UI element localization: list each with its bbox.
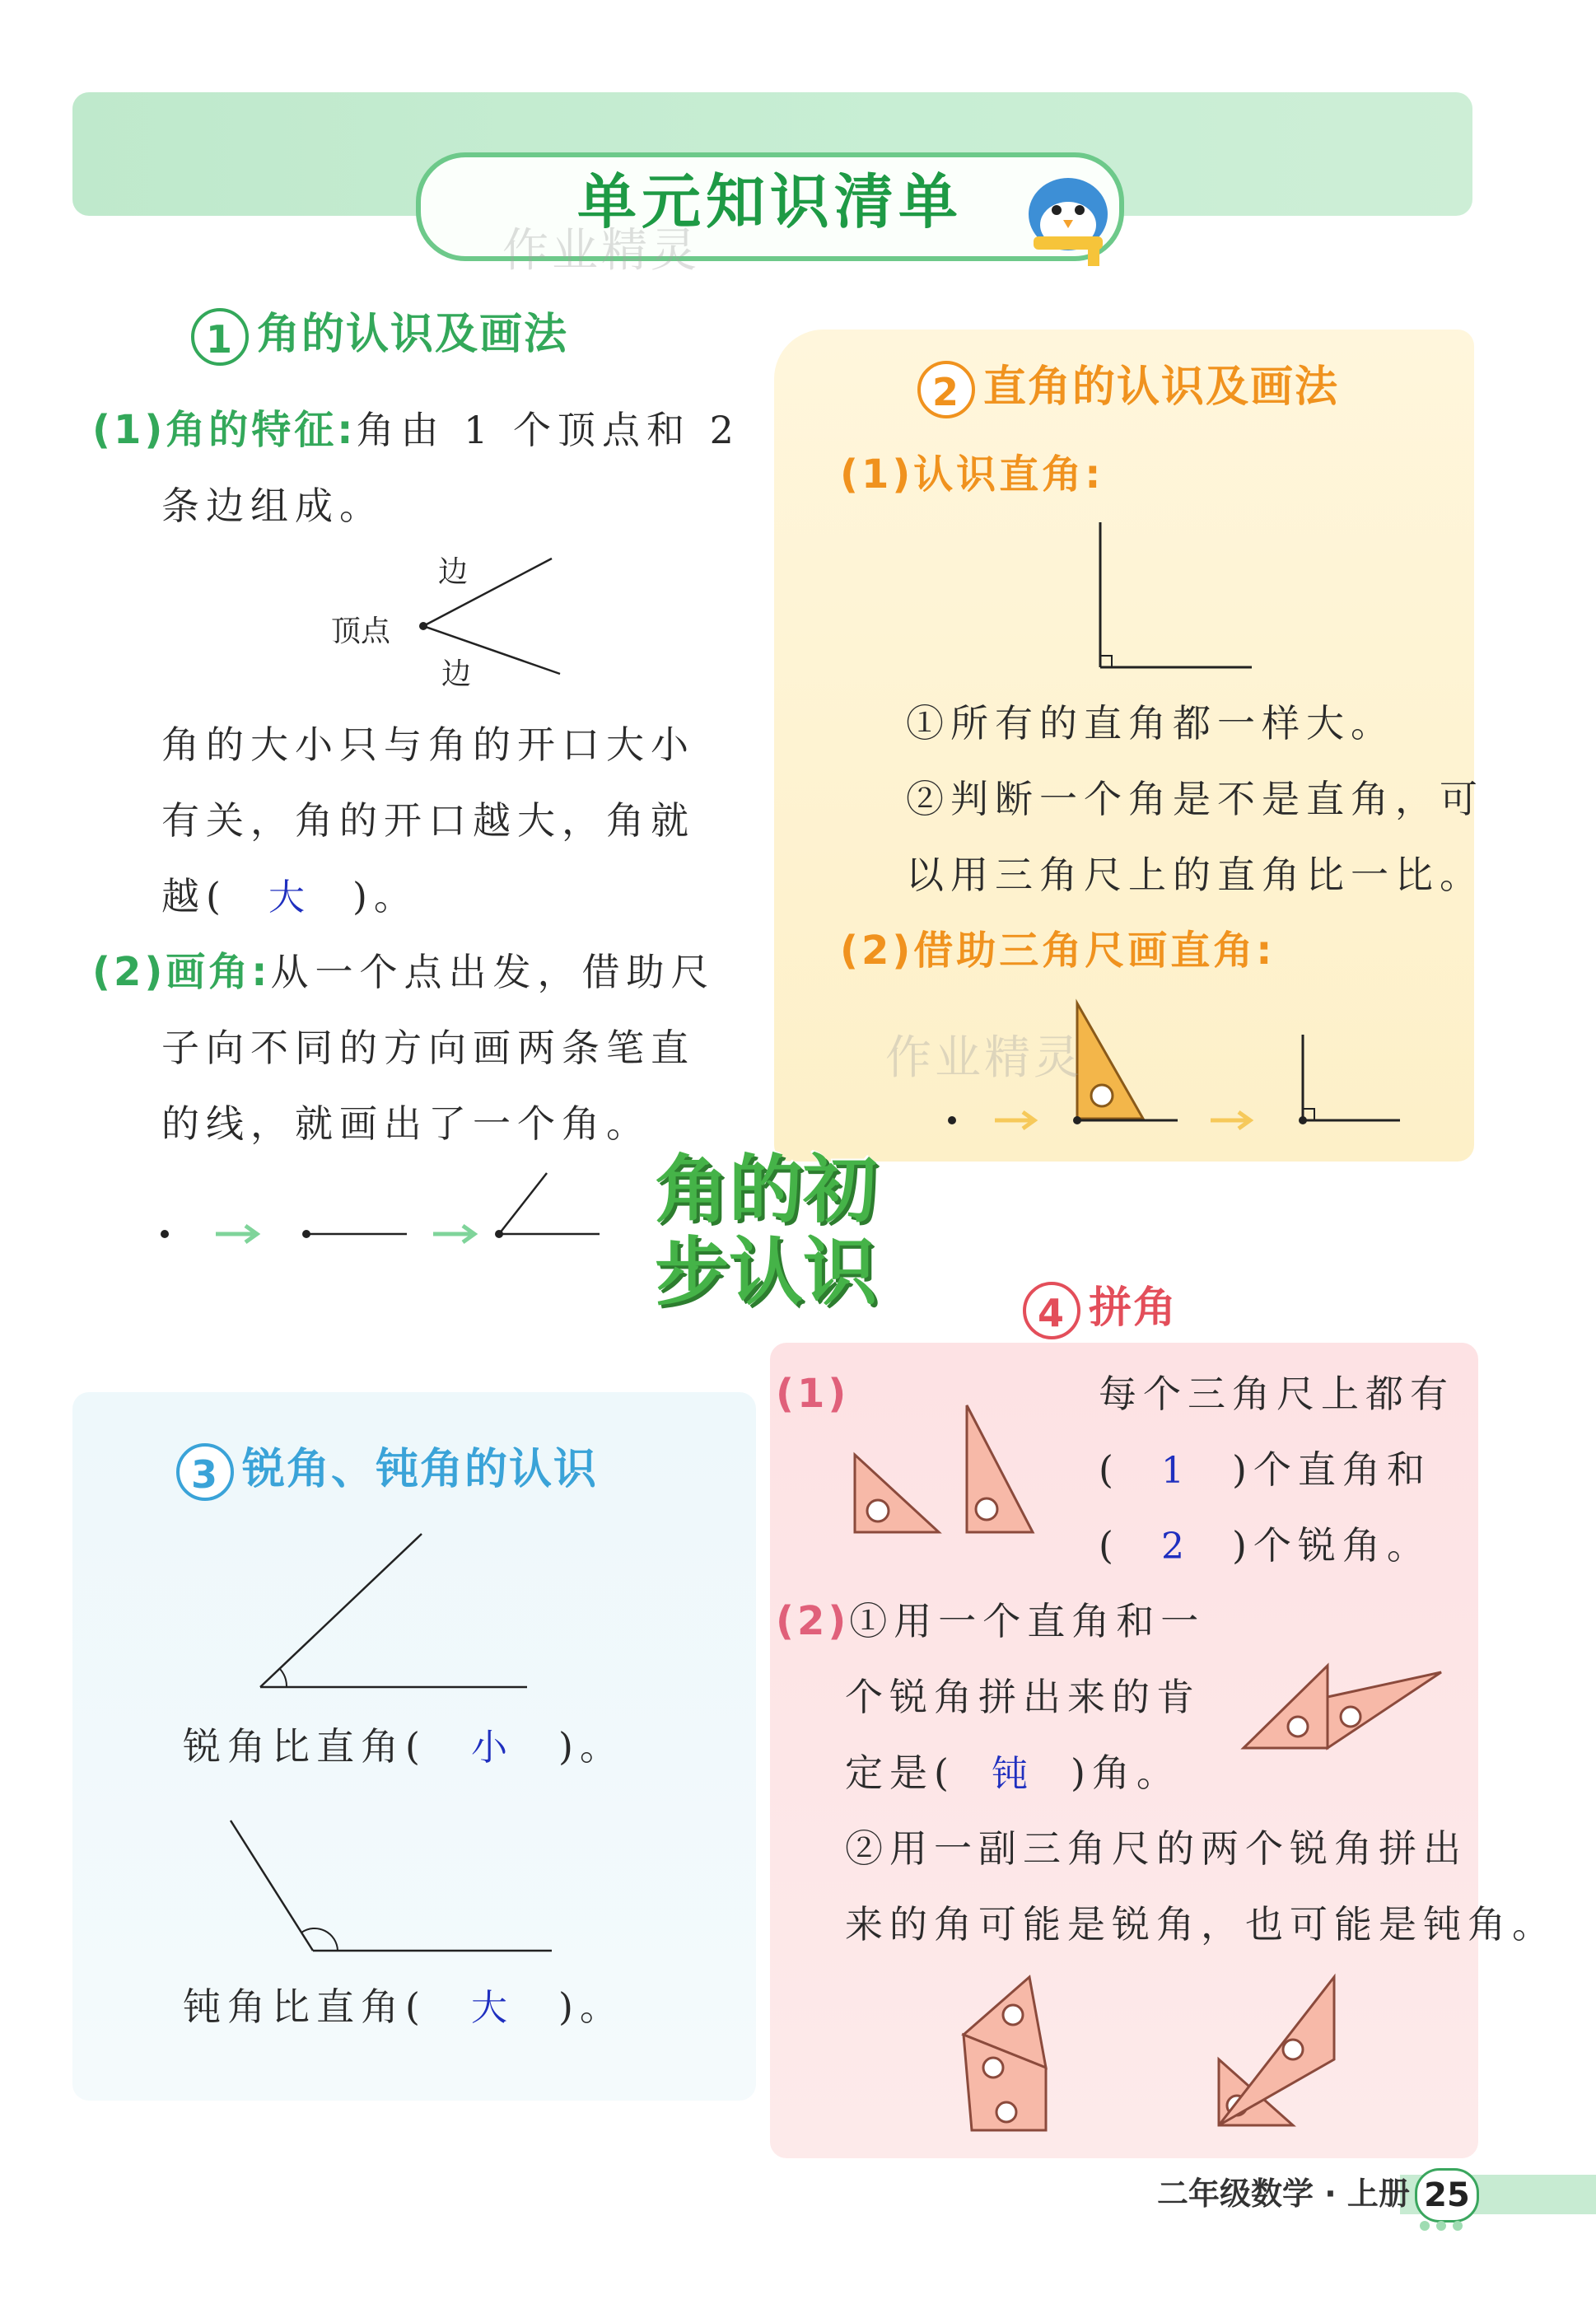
section4-p1-label: (1) (776, 1371, 850, 1417)
obtuse-angle-figure (222, 1812, 568, 1961)
set-squares-pair (848, 1400, 1046, 1549)
acute-angle-combinations (947, 1969, 1359, 2134)
section1-p2-label: (2)画角: (92, 949, 271, 995)
acute-post: )。 (558, 1724, 624, 1769)
section4-p2-line1: ①用一个直角和一 (849, 1599, 1206, 1643)
section4-p1-line1: 每个三角尺上都有 (1099, 1372, 1454, 1416)
section1-p2-line3: 的线，就画出了一个角。 (161, 1101, 651, 1146)
section1-number: 1 (191, 308, 249, 366)
section2-note2-line2: 以用三角尺上的直角比一比。 (906, 853, 1484, 897)
section1-p2 (92, 934, 715, 1010)
section1-p1-line2: 条边组成。 (161, 484, 384, 528)
acute-answer: 小 (470, 1727, 514, 1769)
section1-p1-label: (1)角的特征: (92, 407, 357, 453)
size-line2: 有关，角的开口越大，角就 (161, 798, 695, 843)
footer-dots-icon (1418, 2219, 1476, 2232)
set-square-icon (1328, 1672, 1441, 1748)
section4-p1-line2 (1099, 1432, 1431, 1509)
section1-p1-line1: 角由 1 个顶点和 2 (356, 408, 740, 452)
section2-heading (917, 354, 1339, 420)
section4-p2-label: (2) (776, 1598, 850, 1644)
right-angle-count-answer: 1 (1160, 1450, 1191, 1492)
size-line3-pre: 越( (161, 874, 227, 918)
p1-line2-post: )个直角和 (1231, 1447, 1431, 1492)
page-title: 单元知识清单 (576, 167, 963, 236)
section2-p2-label: (2)借助三角尺画直角: (840, 928, 1276, 974)
section2-note2-line1: ②判断一个角是不是直角，可 (906, 777, 1484, 821)
acute-angle-count-answer: 2 (1160, 1526, 1191, 1568)
section4-p1-line3 (1099, 1507, 1431, 1585)
arrow-icon (216, 1226, 257, 1242)
arrow-icon (433, 1226, 474, 1242)
size-line1: 角的大小只与角的开口大小 (161, 722, 695, 767)
section1-p2-line1: 从一个点出发，借助尺 (270, 950, 716, 994)
section4-title: 拼角 (1089, 1283, 1178, 1333)
watermark: 作业精灵 (502, 224, 700, 278)
arrow-icon (995, 1112, 1034, 1129)
fig-vertex-label: 顶点 (331, 615, 391, 648)
section4-heading (1023, 1275, 1178, 1341)
arrow-icon (1211, 1112, 1250, 1129)
draw-angle-steps (148, 1162, 609, 1252)
section1-title: 角的认识及画法 (257, 310, 569, 359)
fig-side-bottom-label: 边 (441, 657, 472, 691)
right-angle-figure (1095, 519, 1260, 675)
section3-heading (176, 1437, 598, 1503)
right-angle-mark (1100, 656, 1112, 667)
section4-p2-line3 (845, 1735, 1181, 1812)
section4-p2 (776, 1583, 1205, 1659)
size-line3-post: )。 (352, 874, 418, 918)
obtuse-answer: 大 (470, 1987, 514, 2029)
p2-line3-post: )角。 (1070, 1750, 1181, 1795)
set-square-icon (855, 1455, 939, 1532)
acute-angle-figure (247, 1524, 544, 1689)
set-square-icon (1077, 1003, 1143, 1119)
size-answer: 大 (268, 876, 311, 918)
p1-line3-post: )个锐角。 (1231, 1523, 1431, 1568)
section4-p2-note-line1: ②用一副三角尺的两个锐角拼出 (845, 1826, 1468, 1871)
section3-title: 锐角、钝角的认识 (242, 1445, 599, 1494)
obtuse-pre: 钝角比直角( (183, 1984, 427, 2029)
section2-p1-label: (1)认识直角: (840, 451, 1104, 498)
section2-title: 直角的认识及画法 (983, 362, 1340, 412)
acute-angle-mark (280, 1669, 287, 1687)
obtuse-post: )。 (558, 1984, 624, 2029)
footer-book-label: 二年级数学 · 上册 (1157, 2176, 1410, 2212)
section2-note1: ①所有的直角都一样大。 (906, 701, 1395, 746)
combined-angle-answer: 钝 (991, 1753, 1034, 1795)
p1-line2-pre: ( (1099, 1447, 1120, 1492)
angle-vertex-dot (419, 622, 427, 630)
combined-set-squares (1235, 1656, 1449, 1755)
section4-p2-note-line2: 来的角可能是锐角，也可能是钝角。 (845, 1902, 1556, 1947)
section1-p1 (92, 392, 740, 468)
section1-heading (191, 301, 568, 367)
page-number: 25 (1415, 2168, 1479, 2223)
p1-line3-pre: ( (1099, 1523, 1120, 1568)
set-square-icon (1219, 1977, 1334, 2125)
size-line3 (161, 858, 418, 936)
section1-p2-line2: 子向不同的方向画两条笔直 (161, 1026, 695, 1070)
section4-number: 4 (1023, 1282, 1080, 1339)
p2-line3-pre: 定是( (845, 1750, 955, 1795)
penguin-mascot-icon (1009, 152, 1124, 268)
set-square-icon (967, 1405, 1033, 1532)
unit-title-line2: 步认识 (655, 1229, 877, 1316)
acute-pre: 锐角比直角( (183, 1724, 427, 1769)
unit-title-line1: 角的初 (655, 1147, 877, 1233)
section2-number: 2 (917, 361, 975, 418)
section4-p2-line2: 个锐角拼出来的肯 (845, 1675, 1201, 1719)
obtuse-statement (183, 1969, 624, 2046)
set-square-icon (1244, 1666, 1328, 1748)
unit-title (642, 1149, 889, 1314)
fig-side-top-label: 边 (438, 555, 469, 589)
section3-number: 3 (176, 1443, 234, 1501)
watermark: 作业精灵 (885, 1031, 1083, 1085)
acute-statement (183, 1708, 624, 1786)
